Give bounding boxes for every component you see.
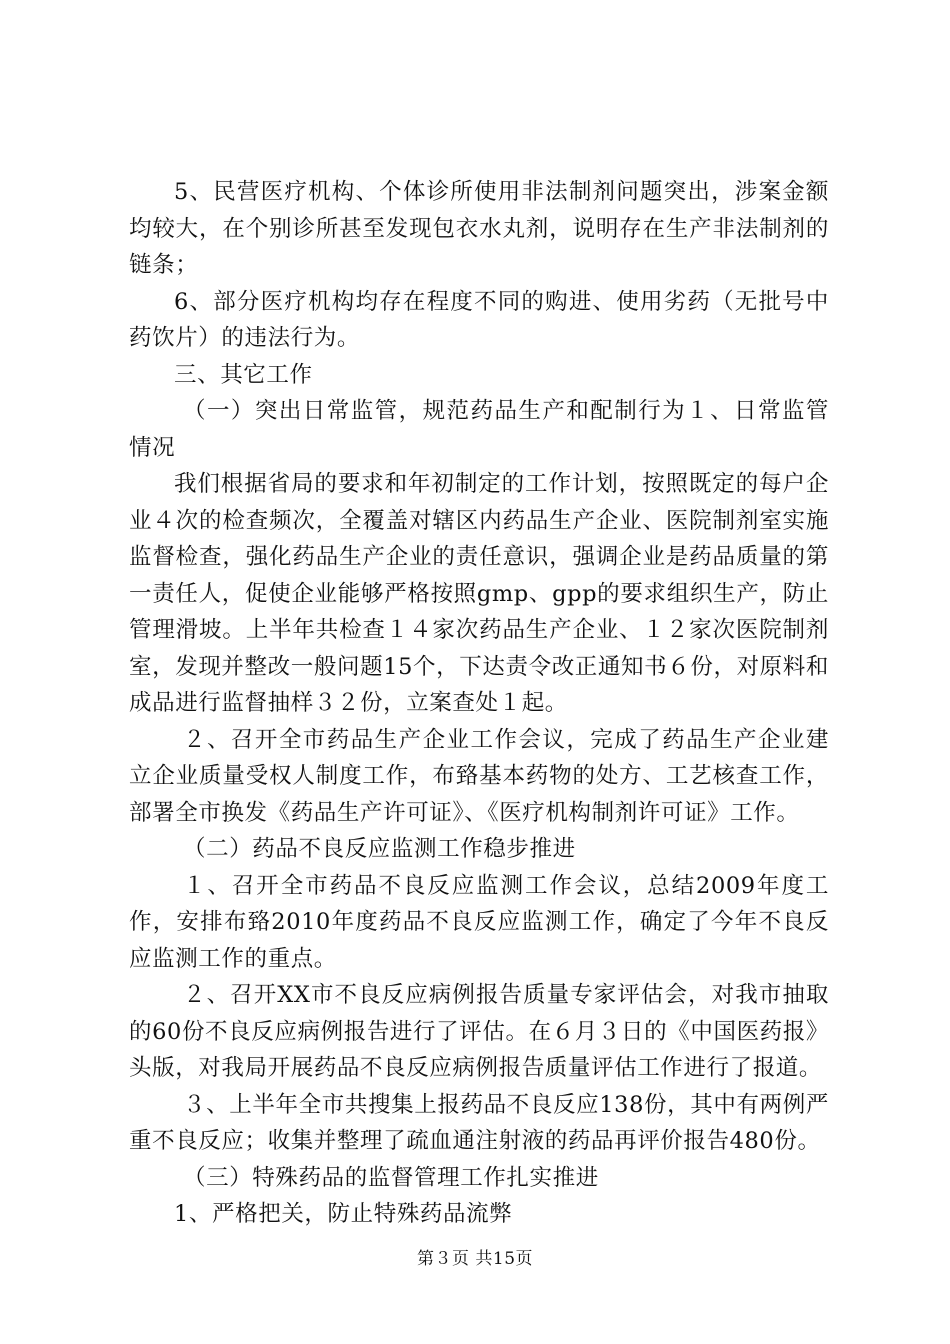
paragraph-production-meeting: ２、召开全市药品生产企业工作会议，完成了药品生产企业建立企业质量受权人制度工作，布臵基本药物的处方、工艺核查工作，部署全市换发《药品生产许可证》、《医疗机构制剂许可证》工作。 <box>129 726 829 826</box>
section-heading-other-work: 三、其它工作 <box>174 361 313 388</box>
paragraph-item-6: 6、部分医疗机构均存在程度不同的购进、使用劣药（无批号中药饮片）的违法行为。 <box>129 288 829 351</box>
subsection-heading-adverse-reaction: （二）药品不良反应监测工作稳步推进 <box>183 836 576 862</box>
paragraph-adr-evaluation: ２、召开XX市不良反应病例报告质量专家评估会，对我市抽取的60份不良反应病例报告进行了评估。在６月３日的《中国医药报》头版，对我局开展药品不良反应病例报告质量评估工作进行了报道。 <box>129 982 829 1081</box>
paragraph-item-5: 5、民营医疗机构、个体诊所使用非法制剂问题突出，涉案金额均较大，在个别诊所甚至发现包衣水丸剂，说明存在生产非法制剂的链条； <box>129 179 829 278</box>
paragraph-daily-supervision: 我们根据省局的要求和年初制定的工作计划，按照既定的每户企业４次的检查频次，全覆盖对辖区内药品生产企业、医院制剂室实施监督检查，强化药品生产企业的责任意识，强调企业是药品质量的第一责任人，促使企业能够严格按照gmp、gpp的要求组织生产，防止管理滑坡。上半年共检查１４家次药品生产企业、１２家次医院制剂室，发现并整改一般问题15个，下达责令改正通知书６份，对原料和成品进行监督抽样３２份，立案查处１起。 <box>129 471 829 716</box>
document-body <box>129 174 829 1233</box>
page-footer: 第３页 共15页 <box>416 1249 534 1269</box>
subsection-heading-daily-supervision: （一）突出日常监管，规范药品生产和配制行为１、日常监管情况 <box>129 398 829 461</box>
paragraph-special-drugs-control: 1、严格把关，防止特殊药品流弊 <box>174 1201 513 1227</box>
paragraph-adr-meeting: １、召开全市药品不良反应监测工作会议，总结2009年度工作，安排布臵2010年度药品不良反应监测工作，确定了今年不良反应监测工作的重点。 <box>129 872 829 972</box>
subsection-heading-special-drugs: （三）特殊药品的监督管理工作扎实推进 <box>183 1164 599 1191</box>
paragraph-adr-reports: ３、上半年全市共搜集上报药品不良反应138份，其中有两例严重不良反应；收集并整理了疏血通注射液的药品再评价报告480份。 <box>129 1091 829 1154</box>
